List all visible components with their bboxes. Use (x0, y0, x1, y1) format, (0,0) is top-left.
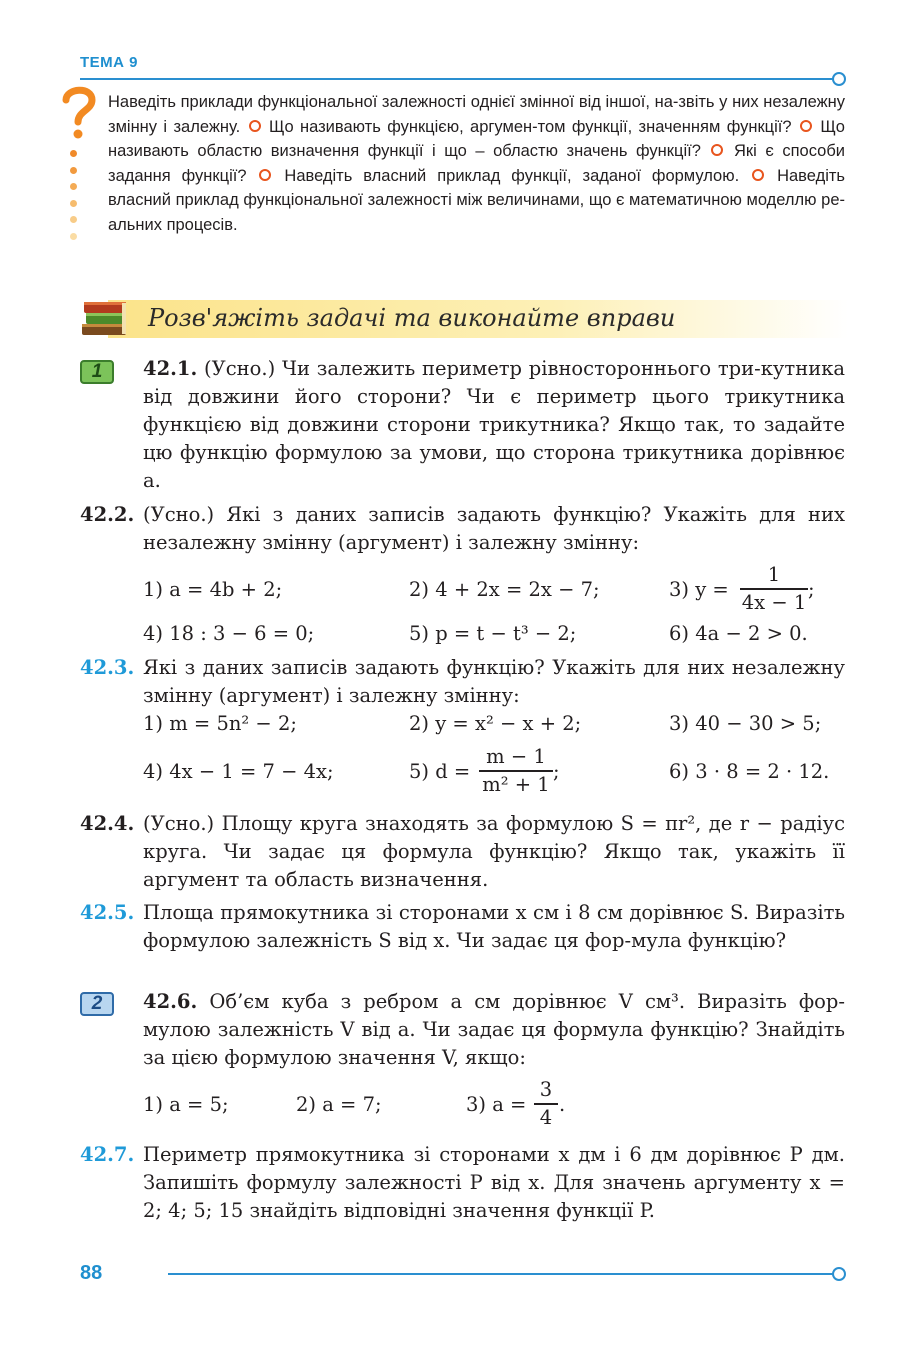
section-banner (78, 294, 848, 342)
option-2: 2) y = x² − x + 2; (409, 712, 582, 735)
question-2: Що називають функцією, аргумен-том функції, значенням функції? (268, 117, 792, 136)
task-number: 42.6. (143, 990, 198, 1013)
question-5: Наведіть власний приклад функції, заданої формулою. (284, 166, 740, 185)
fraction-tail: ; (808, 578, 815, 601)
fraction-denominator: m² + 1 (482, 772, 550, 796)
task-text: Площа прямокутника зі сторонами x см і 8 см дорівнює S. Виразіть формулою залежність S від x. Чи задає ця фор-мула функцію? (143, 901, 845, 952)
option-3: 3) 40 − 30 > 5; (669, 712, 822, 735)
topic-label: ТЕМА 9 (80, 54, 139, 71)
option-4: 4) 18 : 3 − 6 = 0; (143, 622, 315, 645)
task-text: (Усно.) Чи залежить периметр рівностороннього три-кутника від довжини його сторони? Чи є периметр цього трикутника функцією від довжини сторони трикутника? Якщо так, то задайте цю функцію формулою за умови, що сторона трикутника дорівнює a. (143, 357, 846, 492)
option-2: 2) 4 + 2x = 2x − 7; (409, 578, 600, 601)
option-1: 1) a = 4b + 2; (143, 578, 283, 601)
review-questions (108, 90, 845, 237)
task-text: Периметр прямокутника зі сторонами x дм і 6 дм дорівнює P дм. Запишіть формулу залежності P від x. Для значень аргументу x = 2; 4; 5; 15 знайдіть відповідні значення функції P. (143, 1143, 845, 1222)
option-1: 1) m = 5n² − 2; (143, 712, 297, 735)
option-3: 3) a = (466, 1093, 527, 1116)
task-42-5 (80, 899, 845, 955)
footer-rule-end (832, 1267, 846, 1281)
task-42-2 (80, 501, 845, 557)
question-3: Що називають областю визначення функції і що – областю значень функції? (108, 117, 845, 160)
fraction-denominator: 4 (539, 1105, 553, 1129)
task-text: (Усно.) Які з даних записів задають функцію? Укажіть для них незалежну змінну (аргумент) і залежну змінну: (143, 503, 845, 554)
bullet-icon (249, 120, 261, 132)
footer-rule (168, 1273, 834, 1275)
task-42-6 (80, 988, 845, 1072)
task-number: 42.7. (80, 1143, 135, 1166)
question-mark-icon (58, 84, 98, 140)
option-5: 5) p = t − t³ − 2; (409, 622, 577, 645)
bullet-icon (752, 169, 764, 181)
option-3: 3) y = (669, 578, 729, 601)
task-number: 42.2. (80, 503, 135, 526)
section-title: Розв'яжіть задачі та виконайте вправи (148, 304, 676, 332)
header-rule (80, 78, 834, 80)
task-number: 42.5. (80, 901, 135, 924)
task-42-7 (80, 1141, 845, 1225)
task-text: Об’єм куба з ребром a см дорівнює V см³. Виразіть фор-мулою залежність V від a. Чи задає ця формула функцію? Знайдіть за цією формулою значення V, якщо: (143, 990, 845, 1069)
option-4: 4) 4x − 1 = 7 − 4x; (143, 760, 334, 783)
task-text: Які з даних записів задають функцію? Укажіть для них незалежну змінну (аргумент) і залежну змінну: (143, 656, 845, 707)
fraction-numerator: 3 (539, 1078, 553, 1101)
fraction (534, 1077, 558, 1131)
fraction-numerator: 1 (767, 563, 781, 586)
question-1: Наведіть приклади функціональної залежності однієї змінної від іншої, на-звіть у них незалежну змінну і залежну. (108, 93, 845, 136)
task-42-3 (80, 654, 845, 710)
task-number: 42.3. (80, 656, 135, 679)
level-1-badge: 1 (80, 360, 114, 384)
fraction-denominator: 4x − 1 (741, 590, 807, 614)
bullet-icon (711, 144, 723, 156)
question-4: Які є способи задання функції? (108, 142, 845, 185)
level-2-badge: 2 (80, 992, 114, 1016)
option-2: 2) a = 7; (296, 1093, 382, 1116)
option-6: 6) 4a − 2 > 0. (669, 622, 808, 645)
fraction (479, 744, 553, 798)
bullet-icon (259, 169, 271, 181)
fraction-numerator: m − 1 (486, 745, 546, 768)
question-6: Наведіть власний приклад функціональної залежності між величинами, що є математичною моделлю ре-альних процесів. (108, 166, 846, 234)
task-42-4 (80, 810, 845, 894)
task-42-1 (80, 355, 845, 495)
option-1: 1) a = 5; (143, 1093, 229, 1116)
fraction-tail: ; (553, 760, 560, 783)
task-text: (Усно.) Площу круга знаходять за формулою S = πr², де r − радіус круга. Чи задає ця формула функцію? Якщо так, укажіть її аргумент та область визначення. (143, 812, 845, 891)
books-icon (78, 294, 134, 342)
bullet-icon (800, 120, 812, 132)
task-number: 42.4. (80, 812, 135, 835)
fraction (740, 562, 808, 616)
question-dots (70, 150, 77, 249)
fraction-tail: . (559, 1093, 566, 1116)
option-6: 6) 3 · 8 = 2 · 12. (669, 760, 830, 783)
option-5: 5) d = (409, 760, 471, 783)
header-rule-end (832, 72, 846, 86)
page-number: 88 (80, 1262, 103, 1284)
task-number: 42.1. (143, 357, 198, 380)
